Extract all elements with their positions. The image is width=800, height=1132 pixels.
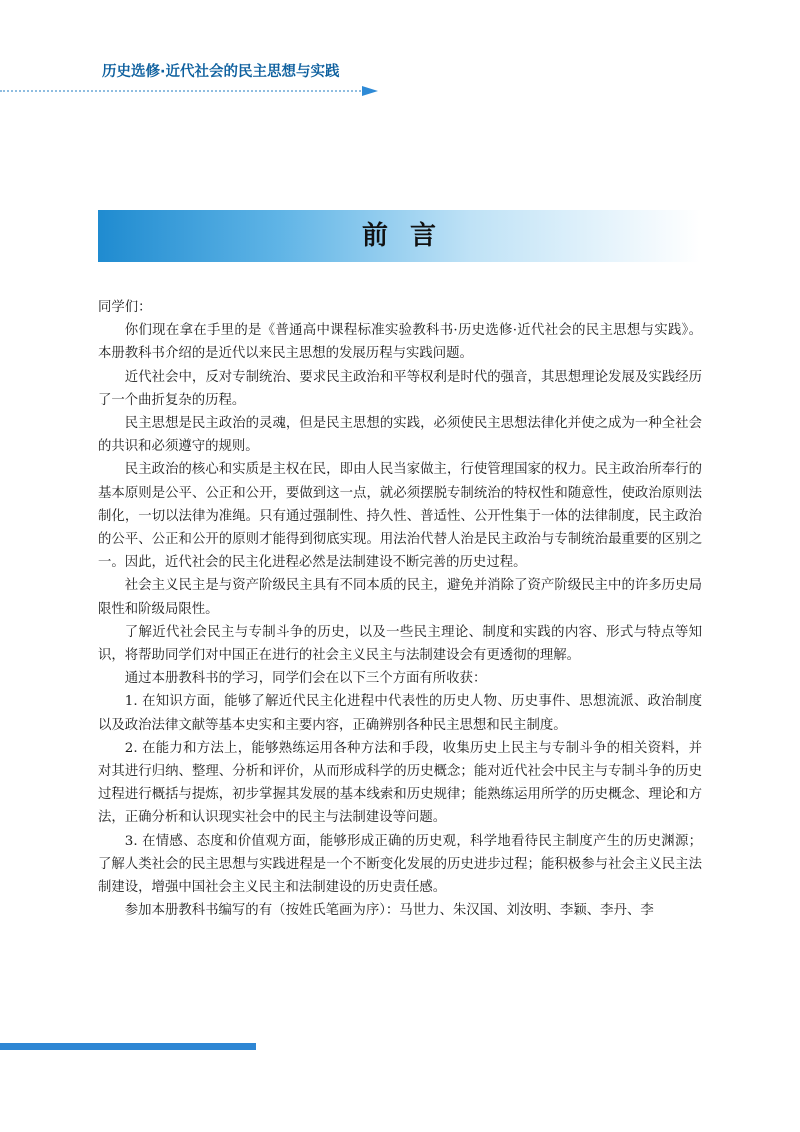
list-item-ability: 2. 在能力和方法上，能够熟练运用各种方法和手段，收集历史上民主与专制斗争的相关资料，并对其进行归纳、整理、分析和评价，从而形成科学的历史概念；能对近代社会中民主与专制斗争的历史过程进行概括与提炼，初步掌握其发展的基本线索和历史规律；能熟练运用所学的历史概念、理论和方法，正确分析和认识现实社会中的民主与法制建设等问题。 (98, 740, 702, 826)
preface-title-band (98, 210, 700, 262)
paragraph-authors: 参加本册教科书编写的有（按姓氏笔画为序）：马世力、朱汉国、刘汝明、李颖、李丹、李 (124, 903, 654, 919)
footer-accent-bar (0, 1043, 256, 1050)
paragraph: 民主思想是民主政治的灵魂，但是民主思想的实践，必须使民主思想法律化并使之成为一种全社会的共识和必须遵守的规则。 (98, 416, 702, 455)
paragraph: 社会主义民主是与资产阶级民主具有不同本质的民主，避免并消除了资产阶级民主中的许多历史局限性和阶级局限性。 (98, 578, 702, 617)
preface-body (98, 296, 702, 922)
preface-heading: 前言 (361, 221, 458, 251)
paragraph: 民主政治的核心和实质是主权在民，即由人民当家做主，行使管理国家的权力。民主政治所奉行的基本原则是公平、公正和公开，要做到这一点，就必须摆脱专制统治的特权性和随意性，使政治原则法制化，一切以法律为准绳。只有通过强制性、持久性、普适性、公开性集于一体的法律制度，民主政治的公平、公正和公开的原则才能得到彻底实现。用法治代替人治是民主政治与专制统治最重要的区别之一。因此，近代社会的民主化进程必然是法制建设不断完善的历史过程。 (98, 462, 702, 571)
paragraph: 近代社会中，反对专制统治、要求民主政治和平等权利是时代的强音，其思想理论发展及实践经历了一个曲折复杂的历程。 (98, 369, 702, 408)
list-item-knowledge: 1. 在知识方面，能够了解近代民主化进程中代表性的历史人物、历史事件、思想流派、政治制度以及政治法律文献等基本史实和主要内容，正确辨别各种民主思想和民主制度。 (98, 694, 702, 733)
greeting: 同学们： (98, 300, 152, 315)
paragraph: 你们现在拿在手里的是《普通高中课程标准实验教科书·历史选修·近代社会的民主思想与实践》。本册教科书介绍的是近代以来民主思想的发展历程与实践问题。 (98, 323, 702, 362)
paragraph: 通过本册教科书的学习，同学们会在以下三个方面有所收获： (124, 671, 487, 687)
header-dotted-rule (0, 90, 372, 92)
paragraph: 了解近代社会民主与专制斗争的历史，以及一些民主理论、制度和实践的内容、形式与特点等知识，将帮助同学们对中国正在进行的社会主义民主与法制建设会有更透彻的理解。 (98, 624, 702, 664)
list-item-values: 3. 在情感、态度和价值观方面，能够形成正确的历史观，科学地看待民主制度产生的历史渊源；了解人类社会的民主思想与实践进程是一个不断变化发展的历史进步过程；能积极参与社会主义民主法制建设，增强中国社会主义民主和法制建设的历史责任感。 (98, 833, 702, 896)
running-header-title: 历史选修·近代社会的民主思想与实践 (102, 64, 340, 80)
header-arrow-icon (362, 86, 378, 96)
